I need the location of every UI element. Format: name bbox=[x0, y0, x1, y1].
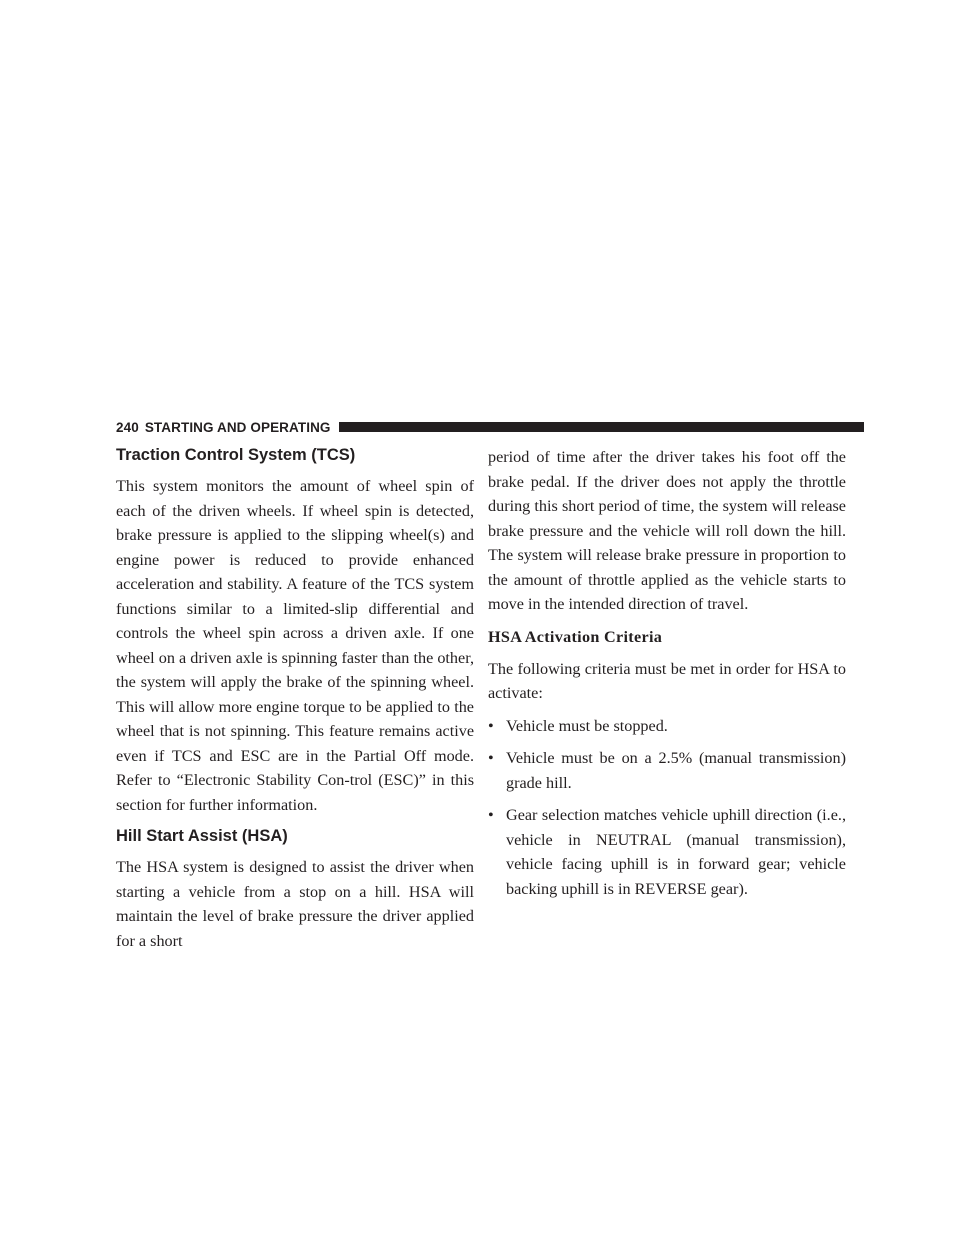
list-item bbox=[488, 803, 846, 901]
tcs-paragraph: This system monitors the amount of wheel spin of each of the driven wheels. If wheel spin is detected, brake pressure is applied to the slipping wheel(s) and engine power is reduced to provide enhanced acceleration and stability. A feature of the TCS system functions similar to a limited-slip differential and controls the wheel spin across a driven axle. If one wheel on a driven axle is spinning faster than the other, the system will apply the brake of the spinning wheel. This will allow more engine torque to be applied to the wheel that is not spinning. This feature remains active even if TCS and ESC are in the Partial Off mode. Refer to “Electronic Stability Con-trol (ESC)” in this section for further information. bbox=[116, 477, 474, 814]
criteria-intro: The following criteria must be met in order for HSA to activate: bbox=[488, 659, 846, 702]
list-item bbox=[488, 714, 846, 739]
criteria-list bbox=[488, 714, 846, 902]
bullet-icon: • bbox=[488, 749, 494, 767]
header-rule bbox=[339, 422, 864, 432]
bullet-icon: • bbox=[488, 806, 494, 824]
hsa-paragraph-start: The HSA system is designed to assist the driver when starting a vehicle from a stop on a hill. HSA will maintain the level of brake pressure the driver applied for a short bbox=[116, 858, 474, 950]
hsa-heading: Hill Start Assist (HSA) bbox=[116, 827, 288, 845]
list-item bbox=[488, 746, 846, 795]
page-number: 240 bbox=[116, 419, 139, 435]
right-column bbox=[488, 445, 846, 909]
list-item-text: Gear selection matches vehicle uphill direction (i.e., vehicle in NEUTRAL (manual transmission), vehicle facing uphill is in forward gear; vehicle backing uphill is in REVERSE gear). bbox=[506, 806, 846, 898]
tcs-heading: Traction Control System (TCS) bbox=[116, 446, 356, 464]
list-item-text: Vehicle must be on a 2.5% (manual transmission) grade hill. bbox=[506, 749, 846, 792]
list-item-text: Vehicle must be stopped. bbox=[506, 716, 668, 735]
bullet-icon: • bbox=[488, 716, 494, 735]
section-title: STARTING AND OPERATING bbox=[144, 419, 331, 435]
criteria-heading: HSA Activation Criteria bbox=[488, 627, 663, 646]
hsa-paragraph-cont: period of time after the driver takes his foot off the brake pedal. If the driver does not apply the throttle during this short period of time, the system will release brake pressure and the vehicle will roll down the hill. The system will release brake pressure in proportion to the amount of throttle applied as the vehicle starts to move in the intended direction of travel. bbox=[488, 448, 846, 613]
left-column bbox=[116, 444, 474, 961]
page-header bbox=[116, 417, 864, 437]
